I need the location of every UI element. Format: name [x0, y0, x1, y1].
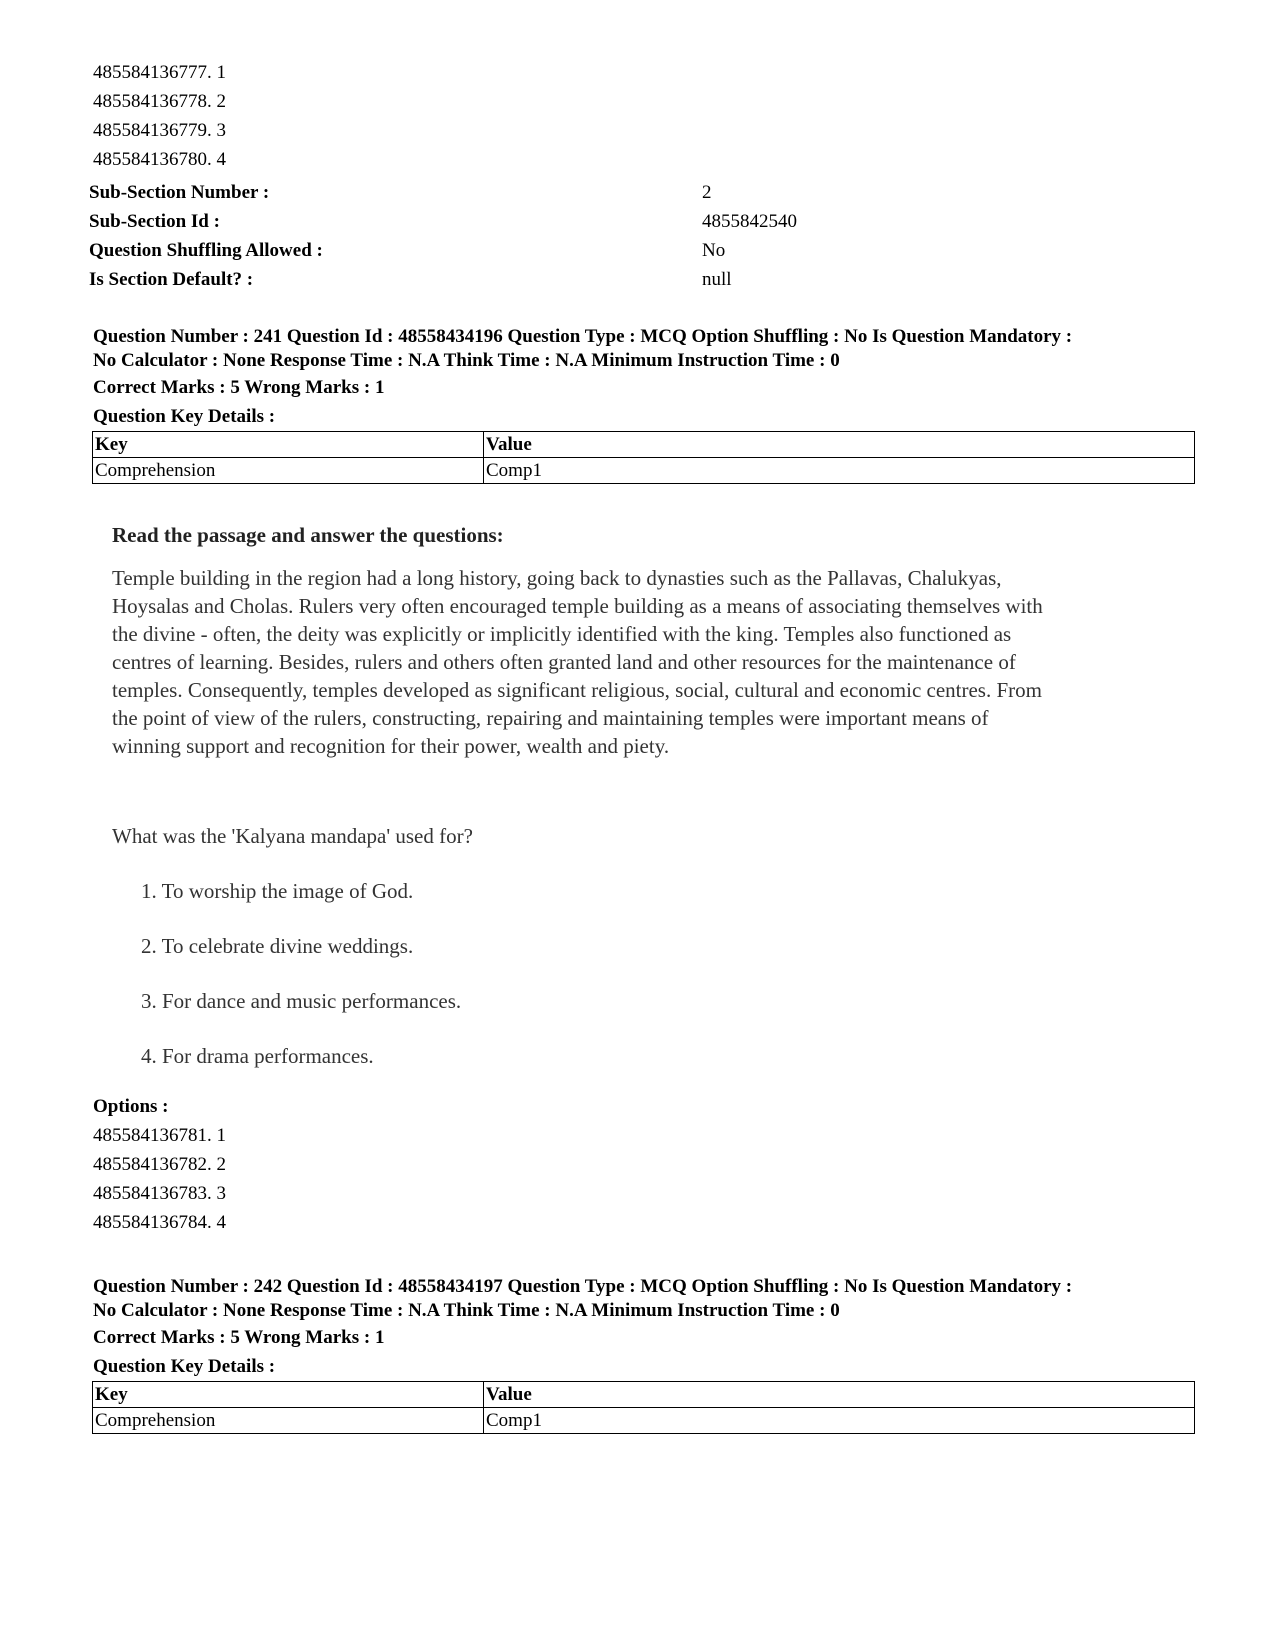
subsection-info	[89, 178, 1189, 294]
passage-line: Temple building in the region had a long history, going back to dynasties such as the Pallavas, Chalukyas,	[112, 566, 1002, 590]
question-242-key-title: Question Key Details :	[93, 1356, 276, 1377]
answer-choices	[141, 877, 461, 1097]
passage-line: the point of view of the rulers, constructing, repairing and maintaining temples were important means of	[112, 706, 989, 730]
question-242-key-table	[92, 1381, 1195, 1434]
question-242-header-line1: Question Number : 242 Question Id : 48558434197 Question Type : MCQ Option Shuffling : No Is Question Mandatory :	[93, 1276, 1073, 1297]
question-text: What was the 'Kalyana mandapa' used for?	[112, 824, 473, 848]
option-line: 485584136780. 4	[93, 149, 226, 170]
option-line: 485584136779. 3	[93, 120, 226, 141]
option-line: 485584136781. 1	[93, 1125, 226, 1146]
option-line: 485584136778. 2	[93, 91, 226, 112]
subsection-id-label: Sub-Section Id :	[89, 211, 220, 232]
key-cell: Comprehension	[93, 458, 484, 484]
question-shuffling-value: No	[702, 240, 726, 261]
subsection-id-row	[89, 207, 1189, 236]
key-table-row	[93, 1408, 1195, 1434]
passage-line: the divine - often, the deity was explicitly or implicitly identified with the king. Temples also functioned as	[112, 622, 1012, 646]
key-table-row	[93, 458, 1195, 484]
passage-title: Read the passage and answer the questions:	[112, 523, 504, 547]
subsection-number-label: Sub-Section Number :	[89, 182, 270, 203]
key-table-header-row	[93, 432, 1195, 458]
passage-region	[112, 515, 1192, 760]
question-241-block	[93, 325, 1203, 484]
subsection-number-value: 2	[702, 182, 712, 203]
answer-choice: 4. For drama performances.	[141, 1044, 374, 1068]
option-line: 485584136777. 1	[93, 62, 226, 83]
subsection-number-row	[89, 178, 1189, 207]
question-241-header-line2: No Calculator : None Response Time : N.A Think Time : N.A Minimum Instruction Time : 0	[93, 350, 840, 371]
question-shuffling-row	[89, 236, 1189, 265]
answer-choice: 2. To celebrate divine weddings.	[141, 934, 414, 958]
key-header-cell: Key	[93, 1382, 484, 1408]
passage-line: temples. Consequently, temples developed as significant religious, social, cultural and economic centres. From	[112, 678, 1042, 702]
option-line: 485584136783. 3	[93, 1183, 226, 1204]
key-header-cell: Key	[93, 432, 484, 458]
answer-choice: 3. For dance and music performances.	[141, 989, 462, 1013]
value-header-cell: Value	[484, 1382, 1195, 1408]
section-default-label: Is Section Default? :	[89, 269, 254, 290]
question-241-key-title: Question Key Details :	[93, 406, 276, 427]
value-cell: Comp1	[484, 458, 1195, 484]
question-242-marks: Correct Marks : 5 Wrong Marks : 1	[93, 1327, 385, 1348]
option-line: 485584136784. 4	[93, 1212, 226, 1233]
subsection-id-value: 4855842540	[702, 211, 797, 232]
question-shuffling-label: Question Shuffling Allowed :	[89, 240, 323, 261]
value-header-cell: Value	[484, 432, 1195, 458]
value-cell: Comp1	[484, 1408, 1195, 1434]
question-241-key-table	[92, 431, 1195, 484]
question-242-header-line2: No Calculator : None Response Time : N.A Think Time : N.A Minimum Instruction Time : 0	[93, 1300, 840, 1321]
passage-line: winning support and recognition for their power, wealth and piety.	[112, 734, 670, 758]
option-line: 485584136782. 2	[93, 1154, 226, 1175]
key-table-header-row	[93, 1382, 1195, 1408]
key-cell: Comprehension	[93, 1408, 484, 1434]
passage-line: centres of learning. Besides, rulers and others often granted land and other resources for the maintenance of	[112, 650, 1016, 674]
question-241-options	[93, 1093, 226, 1237]
question-241-marks: Correct Marks : 5 Wrong Marks : 1	[93, 377, 385, 398]
options-title: Options :	[93, 1096, 169, 1117]
passage-line: Hoysalas and Cholas. Rulers very often encouraged temple building as a means of associating themselves with	[112, 594, 1043, 618]
section-default-row	[89, 265, 1189, 294]
previous-question-options	[93, 58, 226, 174]
question-242-block	[93, 1275, 1203, 1434]
answer-choice: 1. To worship the image of God.	[141, 879, 414, 903]
question-241-header-line1: Question Number : 241 Question Id : 48558434196 Question Type : MCQ Option Shuffling : No Is Question Mandatory :	[93, 326, 1073, 347]
section-default-value: null	[702, 269, 732, 290]
